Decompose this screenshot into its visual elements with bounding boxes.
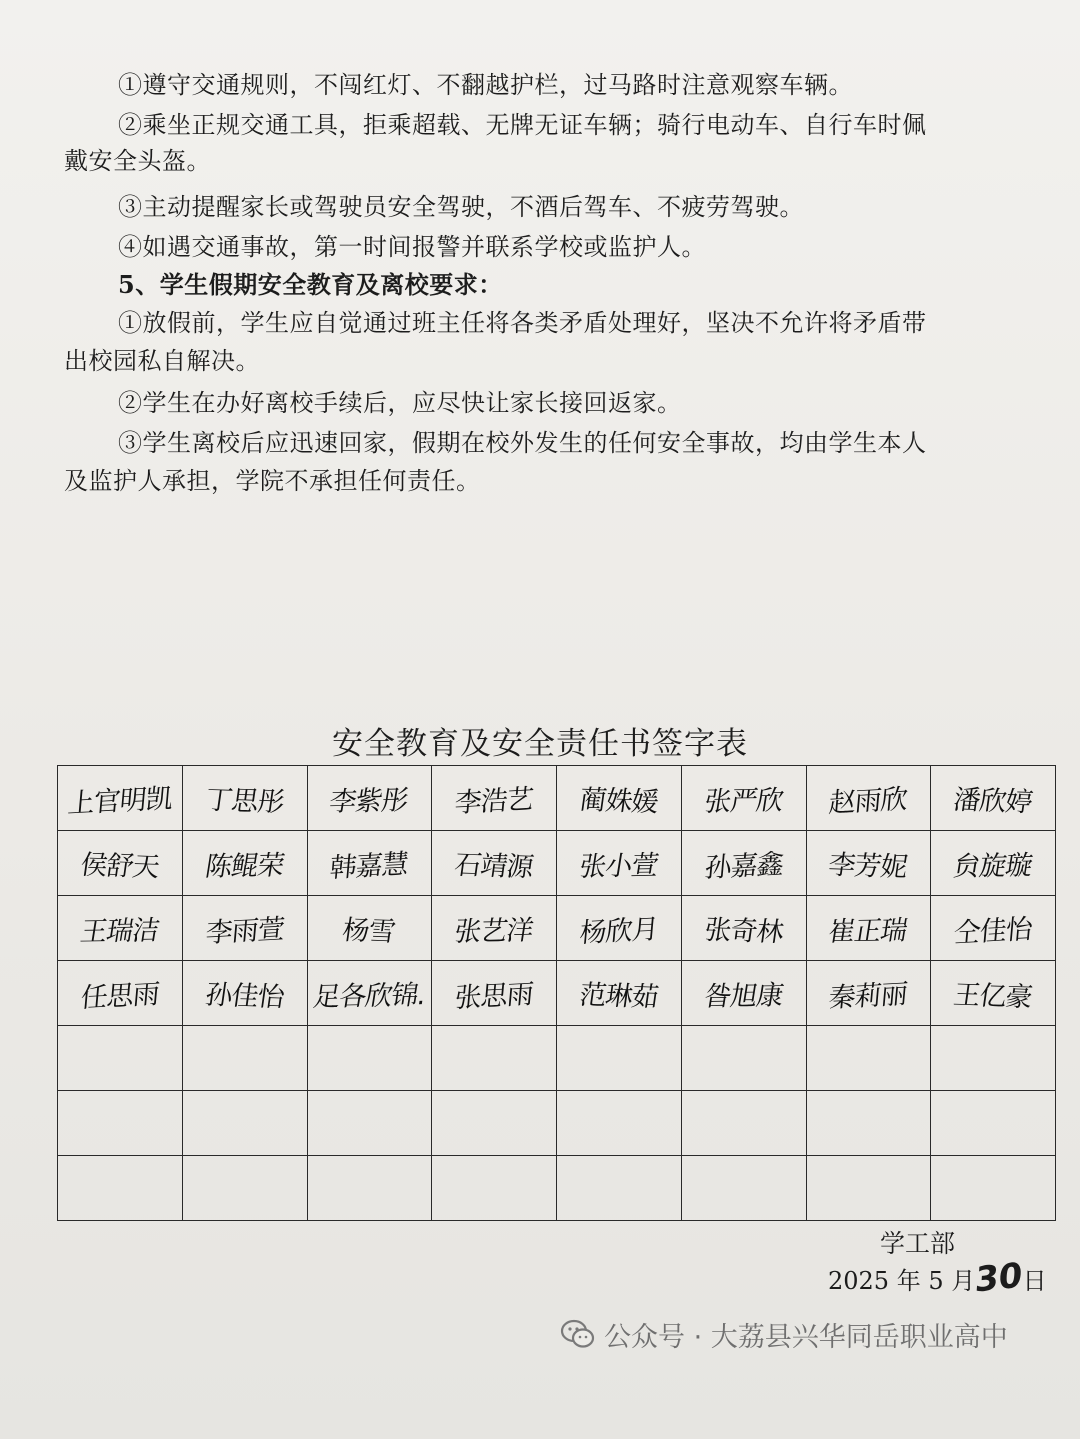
handwritten-signature: 陈鲲荣 <box>202 849 286 883</box>
signature-cell <box>557 896 682 961</box>
handwritten-signature: 任思雨 <box>79 978 160 1014</box>
signature-row <box>58 831 1056 896</box>
signature-cell <box>806 896 931 961</box>
signature-sheet-title: 安全教育及安全责任书签字表 <box>332 726 748 762</box>
rule-line: 戴安全头盔。 <box>64 147 211 175</box>
wechat-watermark <box>560 1312 1008 1356</box>
signature-cell <box>58 896 183 961</box>
handwritten-signature: 崔正瑞 <box>826 914 910 948</box>
signature-cell <box>557 831 682 896</box>
signature-cell <box>432 1156 557 1221</box>
signature-cell <box>681 1026 806 1091</box>
rule-line: 出校园私自解决。 <box>64 347 260 375</box>
signature-row <box>58 896 1056 961</box>
date-prefix: 2025 年 5 月 <box>828 1267 976 1295</box>
signature-cell <box>58 1091 183 1156</box>
handwritten-signature: 王亿豪 <box>951 979 1034 1013</box>
signature-cell <box>557 1091 682 1156</box>
handwritten-signature: 仝佳怡 <box>952 913 1034 949</box>
signature-cell <box>58 1026 183 1091</box>
signature-cell <box>806 1091 931 1156</box>
signature-row <box>58 1091 1056 1156</box>
handwritten-signature: 昝旭康 <box>701 979 785 1013</box>
handwritten-signature: 王瑞洁 <box>77 914 161 948</box>
rule-line: ②学生在办好离校手续后，应尽快让家长接回返家。 <box>118 389 682 417</box>
signature-cell <box>681 831 806 896</box>
handwritten-signature: 李浩艺 <box>453 783 535 819</box>
signature-cell <box>681 766 806 831</box>
signature-table <box>57 765 1056 1221</box>
signature-cell <box>307 961 432 1026</box>
date-suffix: 日 <box>1022 1267 1047 1295</box>
handwritten-signature: 足各欣锦. <box>310 979 428 1013</box>
signature-cell <box>307 766 432 831</box>
rule-line: ①遵守交通规则，不闯红灯、不翻越护栏，过马路时注意观察车辆。 <box>118 71 853 99</box>
handwritten-signature: 范琳茹 <box>577 979 660 1013</box>
signature-cell <box>182 831 307 896</box>
signature-cell <box>182 1091 307 1156</box>
signature-cell <box>806 831 931 896</box>
signature-cell <box>931 896 1056 961</box>
handwritten-signature: 张思雨 <box>453 978 535 1014</box>
handwritten-signature: 李芳妮 <box>826 849 910 883</box>
rule-line: 及监护人承担，学院不承担任何责任。 <box>64 467 481 495</box>
signature-cell <box>931 1026 1056 1091</box>
signature-cell <box>182 896 307 961</box>
handwritten-signature: 秦莉丽 <box>827 978 909 1014</box>
signature-cell <box>681 961 806 1026</box>
handwritten-signature: 杨雪 <box>340 914 398 948</box>
watermark-text: 公众号 · 大荔县兴华同岳职业高中 <box>604 1321 1008 1353</box>
issuing-department: 学工部 <box>880 1229 956 1258</box>
signature-row <box>58 961 1056 1026</box>
signature-cell <box>557 1026 682 1091</box>
signature-cell <box>182 766 307 831</box>
signature-cell <box>307 831 432 896</box>
signature-cell <box>432 1091 557 1156</box>
handwritten-signature: 杨欣月 <box>578 913 659 949</box>
handwritten-signature: 李雨萱 <box>204 913 285 949</box>
signature-cell <box>806 766 931 831</box>
rule-line: ③主动提醒家长或驾驶员安全驾驶，不酒后驾车、不疲劳驾驶。 <box>118 193 804 221</box>
signature-cell <box>557 961 682 1026</box>
handwritten-signature: 丁思彤 <box>203 784 286 818</box>
signature-cell <box>432 961 557 1026</box>
handwritten-signature: 孙嘉鑫 <box>703 848 784 884</box>
signature-cell <box>557 1156 682 1221</box>
signature-cell <box>432 896 557 961</box>
handwritten-signature: 蔺姝媛 <box>577 784 660 818</box>
handwritten-signature: 张严欣 <box>701 784 785 818</box>
handwritten-signature: 张小萱 <box>576 849 660 883</box>
handwritten-day: 30 <box>973 1255 1024 1301</box>
signature-cell <box>182 1156 307 1221</box>
handwritten-signature: 潘欣婷 <box>951 784 1034 818</box>
signature-cell <box>806 1026 931 1091</box>
handwritten-signature: 贠旋璇 <box>951 849 1035 883</box>
signature-cell <box>307 896 432 961</box>
signature-cell <box>931 1091 1056 1156</box>
signature-cell <box>58 766 183 831</box>
signature-cell <box>182 1026 307 1091</box>
signature-cell <box>432 831 557 896</box>
signature-cell <box>58 831 183 896</box>
issue-date <box>828 1255 1047 1301</box>
handwritten-signature: 韩嘉慧 <box>328 848 410 884</box>
handwritten-signature: 孙佳怡 <box>203 979 286 1013</box>
section-heading: 5、学生假期安全教育及离校要求： <box>118 270 503 299</box>
signature-cell <box>557 766 682 831</box>
signature-cell <box>681 896 806 961</box>
rule-line: ①放假前，学生应自觉通过班主任将各类矛盾处理好，坚决不允许将矛盾带 <box>118 309 927 337</box>
signature-cell <box>806 1156 931 1221</box>
handwritten-signature: 石靖源 <box>452 849 535 883</box>
signature-row <box>58 766 1056 831</box>
signature-cell <box>307 1091 432 1156</box>
rule-line: ②乘坐正规交通工具，拒乘超载、无牌无证车辆；骑行电动车、自行车时佩 <box>118 111 927 139</box>
handwritten-signature: 张艺洋 <box>452 914 536 948</box>
signature-cell <box>806 961 931 1026</box>
signature-cell <box>931 1156 1056 1221</box>
signature-cell <box>58 1156 183 1221</box>
signature-cell <box>307 1026 432 1091</box>
signature-cell <box>931 961 1056 1026</box>
signature-cell <box>931 766 1056 831</box>
signature-cell <box>432 1026 557 1091</box>
signature-cell <box>681 1091 806 1156</box>
rule-line: ③学生离校后应迅速回家，假期在校外发生的任何安全事故，均由学生本人 <box>118 429 927 457</box>
signature-cell <box>432 766 557 831</box>
handwritten-signature: 赵雨欣 <box>827 783 909 819</box>
signature-cell <box>307 1156 432 1221</box>
signature-row <box>58 1156 1056 1221</box>
signature-cell <box>182 961 307 1026</box>
handwritten-signature: 侯舒天 <box>78 849 161 883</box>
signature-cell <box>58 961 183 1026</box>
wechat-icon <box>560 1319 596 1349</box>
handwritten-signature: 上官明凯 <box>66 782 173 820</box>
signature-cell <box>931 831 1056 896</box>
rule-line: ④如遇交通事故，第一时间报警并联系学校或监护人。 <box>118 233 706 261</box>
handwritten-signature: 李紫彤 <box>327 784 411 818</box>
signature-row <box>58 1026 1056 1091</box>
signature-cell <box>681 1156 806 1221</box>
handwritten-signature: 张奇林 <box>702 914 785 948</box>
